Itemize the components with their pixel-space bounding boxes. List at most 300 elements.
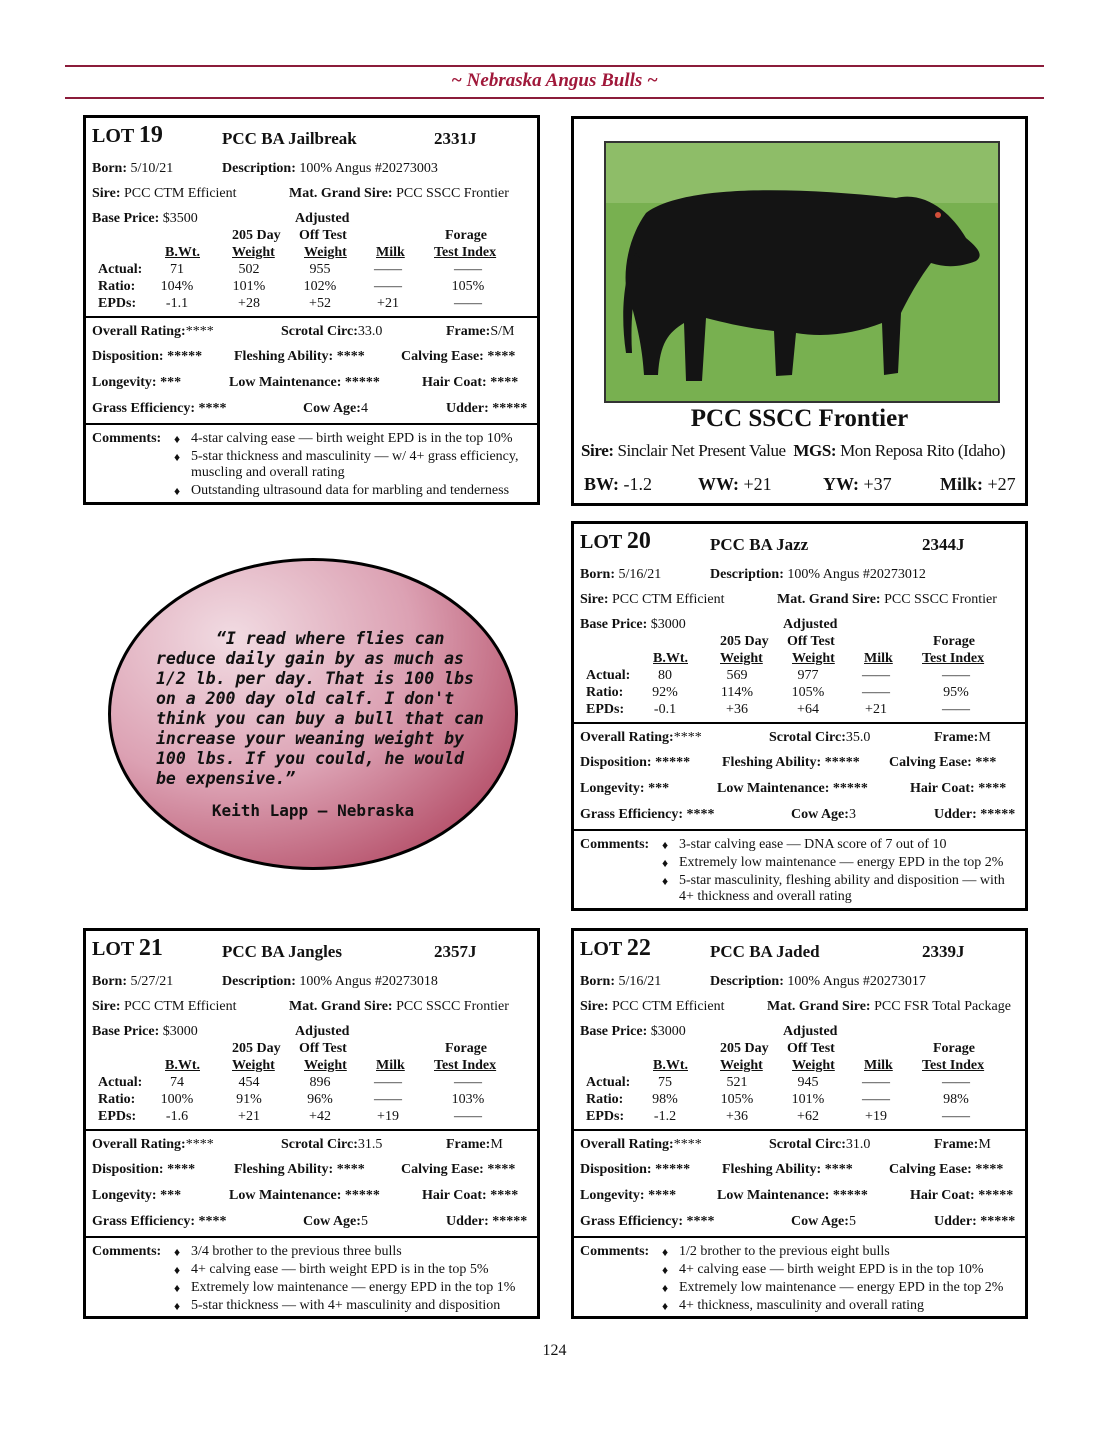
col-header-bwt: B.Wt. [165, 1058, 200, 1073]
description-row [710, 974, 926, 990]
ratio-row-label: Ratio: [98, 279, 136, 294]
epds-cell: +52 [309, 296, 331, 311]
col-header-weight: Weight [720, 651, 763, 666]
born-row [580, 567, 661, 583]
mgs-row [289, 999, 509, 1015]
grass-efficiency-rating: **** [686, 807, 715, 822]
actual-cell: —— [454, 1075, 482, 1090]
ratio-cell: 98% [652, 1092, 678, 1107]
testimonial-quote: “I read where flies can reduce daily gain by as much as 1/2 lb. per day. That is 100 lbs on a 200 day old calf. I don't think you can buy a bull that can increase your weaning weight by 100 lbs. If you could, he would be expensive.” [156, 629, 484, 788]
ratio-cell: 104% [160, 279, 194, 294]
sire-value: PCC CTM Efficient [124, 999, 237, 1014]
overall-rating: **** [673, 1137, 702, 1152]
born-value: 5/16/21 [618, 567, 662, 582]
hair-coat-rating: **** [490, 375, 519, 390]
bull-name: PCC BA Jazz [710, 535, 809, 554]
disposition-rating: **** [167, 1162, 196, 1177]
born-label: Born: [92, 161, 127, 176]
col-header-test-index: Test Index [434, 245, 497, 260]
born-row [580, 974, 661, 990]
ratio-cell: 102% [303, 279, 337, 294]
diamond-bullet-icon: ♦ [662, 874, 669, 888]
bull-icon [606, 143, 998, 401]
sire-feature-bw: BW: -1.2 [584, 474, 653, 494]
actual-cell: 75 [658, 1075, 672, 1090]
sire-feature-mgs: Mon Reposa Rito (Idaho) [840, 441, 1006, 460]
col-header-weight: Weight [720, 1058, 763, 1073]
actual-cell: —— [862, 668, 890, 683]
base-price-row [580, 617, 686, 633]
comment-item [662, 873, 1019, 905]
longevity-rating: *** [160, 1188, 182, 1203]
actual-cell: —— [862, 1075, 890, 1090]
ratio-cell: 101% [791, 1092, 825, 1107]
section-divider [86, 1236, 537, 1238]
actual-cell: —— [374, 1075, 402, 1090]
col-header-milk: Milk [864, 1058, 893, 1073]
epds-cell: +64 [797, 702, 819, 717]
section-divider [574, 722, 1025, 724]
col-header-weight: Weight [232, 1058, 275, 1073]
col-header-test-index: Test Index [922, 651, 985, 666]
description-value: 100% Angus #20273012 [787, 567, 926, 582]
low-maintenance-rating: ***** [344, 375, 380, 390]
col-header-adjusted: Adjusted [783, 617, 838, 632]
calving-rating: **** [487, 349, 516, 364]
comment-item [174, 1298, 531, 1314]
fleshing-rating: ***** [824, 755, 860, 770]
base-price-label: Base Price: [92, 211, 160, 226]
col-header-test-index: Test Index [434, 1058, 497, 1073]
ratio-cell: 98% [943, 1092, 969, 1107]
sire-value: PCC CTM Efficient [612, 592, 725, 607]
comment-text: 4-star calving ease — birth weight EPD is in the top 10% [191, 431, 513, 446]
col-header-205: 205 Day [720, 634, 769, 649]
comment-item [662, 837, 1019, 853]
actual-row-label: Actual: [98, 1075, 143, 1090]
ratio-cell: 105% [451, 279, 485, 294]
actual-cell: 896 [309, 1075, 331, 1090]
frame-size: S/M [490, 324, 515, 339]
lot-number-value: 19 [138, 122, 163, 148]
comment-text: 4+ thickness, masculinity and overall rating [679, 1298, 925, 1313]
mgs-value: PCC SSCC Frontier [396, 186, 509, 201]
calving-rating: **** [975, 1162, 1004, 1177]
ratio-cell: 105% [791, 685, 825, 700]
bull-tag: 2339J [922, 942, 965, 961]
col-header-adj-weight: Weight [792, 1058, 835, 1073]
actual-cell: 502 [238, 262, 260, 277]
diamond-bullet-icon: ♦ [174, 432, 181, 446]
base-price-value: $3000 [162, 1024, 198, 1039]
header-bottom-rule [65, 97, 1044, 99]
fleshing-rating: **** [336, 1162, 365, 1177]
comment-text: 1/2 brother to the previous eight bulls [679, 1244, 890, 1259]
actual-cell: 74 [170, 1075, 184, 1090]
col-header-205: 205 Day [232, 228, 281, 243]
ratio-row-label: Ratio: [586, 685, 624, 700]
actual-cell: 454 [238, 1075, 260, 1090]
epds-cell: -1.2 [653, 1109, 677, 1124]
frame-size: M [978, 730, 991, 745]
diamond-bullet-icon: ♦ [174, 1299, 181, 1313]
base-price-label: Base Price: [580, 1024, 648, 1039]
col-header-milk: Milk [864, 651, 893, 666]
cow-age: 4 [360, 401, 368, 416]
diamond-bullet-icon: ♦ [662, 1263, 669, 1277]
disposition-rating: ***** [167, 349, 203, 364]
col-header-adj-weight: Weight [304, 1058, 347, 1073]
actual-cell: —— [942, 668, 970, 683]
col-header-forage: Forage [933, 634, 975, 649]
diamond-bullet-icon: ♦ [174, 450, 181, 464]
actual-cell: 80 [658, 668, 672, 683]
comments-label: Comments: [580, 837, 650, 852]
longevity-rating: *** [160, 375, 182, 390]
comment-text: 4+ calving ease — birth weight EPD is in the top 10% [679, 1262, 984, 1277]
mgs-label: Mat. Grand Sire: [289, 186, 393, 201]
ratio-cell: 92% [652, 685, 678, 700]
actual-cell: —— [942, 1075, 970, 1090]
base-price-row [580, 1024, 686, 1040]
base-price-row [92, 211, 198, 227]
scrotal-circ: 33.0 [357, 324, 383, 339]
ratio-cell: 100% [160, 1092, 194, 1107]
comment-item [662, 1244, 1019, 1260]
comment-item [174, 431, 531, 447]
lot-label: LOT [92, 938, 134, 960]
born-value: 5/10/21 [130, 161, 174, 176]
col-header-adj-weight: Weight [792, 651, 835, 666]
ratio-cell: —— [862, 1092, 890, 1107]
bull-name: PCC BA Jangles [222, 942, 342, 961]
description-row [710, 567, 926, 583]
sire-feature-yw: YW: +37 [823, 474, 892, 494]
lot-card-22: LOT 22 PCC BA Jaded 2339J Born: 5/16/21 Description: 100% Angus #20273017 Sire: PCC CTM Efficient Mat. Grand Sire: PCC FSR Total Package Base Price: $3000 Adjusted 205 Day Off Test Forage B.Wt. Weight Weight Milk Test Index Actual: 75 521 945 —— —— Ratio: 98% 105% 101% —— 98% EPDs: -1.2 +36 +62 +19 —— Overall Rating: **** Scrotal Circ: 31.0 Frame: M Disposition: ***** Fleshing Ability: **** Calving Ease: **** Longevity: **** Low Maintenance: ***** Hair Coat: ***** Grass Efficiency: **** Cow Age: 5 Udder: ***** Comments: ♦ 1/2 brother to the previous eight bulls ♦ 4+ calving ease — birth weight EPD is in the top 10% ♦ Extremely low maintenance — energy EPD in the top 2% ♦ 4+ thickness, masculinity and overall rating [571, 928, 1028, 1319]
comments-list [174, 1244, 531, 1316]
comment-text: 5-star thickness — with 4+ masculinity and disposition [191, 1298, 501, 1313]
born-value: 5/27/21 [130, 974, 174, 989]
col-header-forage: Forage [933, 1041, 975, 1056]
comment-item [174, 1262, 531, 1278]
section-divider [574, 1129, 1025, 1131]
description-row [222, 161, 438, 177]
col-header-milk: Milk [376, 1058, 405, 1073]
description-label: Description: [710, 974, 784, 989]
epds-cell: +36 [726, 702, 748, 717]
comment-text: 3/4 brother to the previous three bulls [191, 1244, 402, 1259]
diamond-bullet-icon: ♦ [662, 856, 669, 870]
scrotal-circ: 31.0 [845, 1137, 871, 1152]
low-maintenance-rating: ***** [832, 1188, 868, 1203]
sire-label: Sire: [92, 999, 121, 1014]
col-header-forage: Forage [445, 228, 487, 243]
sire-feature-card [571, 116, 1028, 506]
col-header-offtest: Off Test [787, 1041, 835, 1056]
col-header-205: 205 Day [720, 1041, 769, 1056]
description-label: Description: [222, 161, 296, 176]
sire-feature-sire: Sinclair Net Present Value [617, 441, 786, 460]
col-header-milk: Milk [376, 245, 405, 260]
comments-label: Comments: [580, 1244, 650, 1259]
col-header-weight: Weight [232, 245, 275, 260]
ratio-cell: 91% [236, 1092, 262, 1107]
ratio-cell: 105% [720, 1092, 754, 1107]
epds-cell: +19 [377, 1109, 399, 1124]
section-divider [86, 316, 537, 318]
comments-list [662, 837, 1019, 907]
grass-efficiency-rating: **** [198, 1214, 227, 1229]
actual-row-label: Actual: [586, 1075, 631, 1090]
description-value: 100% Angus #20273018 [299, 974, 438, 989]
section-divider [86, 423, 537, 425]
born-label: Born: [580, 567, 615, 582]
actual-cell: —— [454, 262, 482, 277]
born-label: Born: [580, 974, 615, 989]
epds-cell: -1.1 [165, 296, 189, 311]
col-header-test-index: Test Index [922, 1058, 985, 1073]
epds-row-label: EPDs: [586, 1109, 625, 1124]
mgs-value: PCC FSR Total Package [874, 999, 1011, 1014]
comments-list [174, 431, 531, 501]
section-divider [574, 1236, 1025, 1238]
diamond-bullet-icon: ♦ [174, 1245, 181, 1259]
born-row [92, 161, 173, 177]
cow-age: 5 [848, 1214, 856, 1229]
scrotal-circ: 35.0 [845, 730, 871, 745]
description-row [222, 974, 438, 990]
epds-row-label: EPDs: [586, 702, 625, 717]
calving-rating: *** [975, 755, 997, 770]
mgs-value: PCC SSCC Frontier [884, 592, 997, 607]
hair-coat-rating: **** [978, 781, 1007, 796]
sire-value: PCC CTM Efficient [612, 999, 725, 1014]
born-value: 5/16/21 [618, 974, 662, 989]
lot-card-20: LOT 20 PCC BA Jazz 2344J Born: 5/16/21 Description: 100% Angus #20273012 Sire: PCC CTM Efficient Mat. Grand Sire: PCC SSCC Frontier Base Price: $3000 Adjusted 205 Day Off Test Forage B.Wt. Weight Weight Milk Test Index Actual: 80 569 977 —— —— Ratio: 92% 114% 105% —— 95% EPDs: -0.1 +36 +64 +21 —— Overall Rating: **** Scrotal Circ: 35.0 Frame: M Disposition: ***** Fleshing Ability: ***** Calving Ease: *** Longevity: *** Low Maintenance: ***** Hair Coat: **** Grass Efficiency: **** Cow Age: 3 Udder: ***** Comments: ♦ 3-star calving ease — DNA score of 7 out of 10 ♦ Extremely low maintenance — energy EPD in the top 2% ♦ 5-star masculinity, fleshing ability and disposition — with 4+ thickness and overall rating [571, 521, 1028, 911]
ratio-cell: —— [374, 1092, 402, 1107]
bull-tag: 2331J [434, 129, 477, 148]
actual-cell: 521 [726, 1075, 748, 1090]
udder-rating: ***** [980, 807, 1016, 822]
diamond-bullet-icon: ♦ [662, 1245, 669, 1259]
epds-cell: +21 [238, 1109, 260, 1124]
lot-number [580, 935, 651, 962]
epds-row-label: EPDs: [98, 1109, 137, 1124]
bull-tag: 2357J [434, 942, 477, 961]
scrotal-circ: 31.5 [357, 1137, 383, 1152]
epds-cell: +28 [238, 296, 260, 311]
actual-row-label: Actual: [586, 668, 631, 683]
col-header-offtest: Off Test [299, 228, 347, 243]
comment-text: 5-star thickness and masculinity — w/ 4+ grass efficiency, muscling and overall rating [191, 449, 519, 480]
epds-cell: +21 [377, 296, 399, 311]
testimonial-oval [108, 558, 518, 870]
epds-cell: -1.6 [165, 1109, 189, 1124]
sire-label: Sire: [92, 186, 121, 201]
actual-cell: 71 [170, 262, 184, 277]
mgs-label: Mat. Grand Sire: [289, 999, 393, 1014]
sire-row [580, 592, 725, 608]
comment-item [174, 1244, 531, 1260]
udder-rating: ***** [980, 1214, 1016, 1229]
col-header-bwt: B.Wt. [653, 651, 688, 666]
sire-row [580, 999, 725, 1015]
description-label: Description: [710, 567, 784, 582]
comment-text: Extremely low maintenance — energy EPD in the top 2% [679, 1280, 1004, 1295]
longevity-rating: **** [648, 1188, 677, 1203]
sire-feature-name: PCC SSCC Frontier [690, 405, 909, 432]
description-value: 100% Angus #20273017 [787, 974, 926, 989]
lot-card-21: LOT 21 PCC BA Jangles 2357J Born: 5/27/21 Description: 100% Angus #20273018 Sire: PCC CTM Efficient Mat. Grand Sire: PCC SSCC Frontier Base Price: $3000 Adjusted 205 Day Off Test Forage B.Wt. Weight Weight Milk Test Index Actual: 74 454 896 —— —— Ratio: 100% 91% 96% —— 103% EPDs: -1.6 +21 +42 +19 —— Overall Rating: **** Scrotal Circ: 31.5 Frame: M Disposition: **** Fleshing Ability: **** Calving Ease: **** Longevity: *** Low Maintenance: ***** Hair Coat: **** Grass Efficiency: **** Cow Age: 5 Udder: ***** Comments: ♦ 3/4 brother to the previous three bulls ♦ 4+ calving ease — birth weight EPD is in the top 5% ♦ Extremely low maintenance — energy EPD in the top 1% ♦ 5-star thickness — with 4+ masculinity and disposition [83, 928, 540, 1319]
mgs-label: Mat. Grand Sire: [767, 999, 871, 1014]
udder-rating: ***** [492, 1214, 528, 1229]
ratio-cell: 103% [451, 1092, 485, 1107]
lot-number [580, 528, 651, 555]
comment-item [174, 449, 531, 481]
col-header-forage: Forage [445, 1041, 487, 1056]
lot-label: LOT [580, 531, 622, 553]
comment-text: Extremely low maintenance — energy EPD in the top 1% [191, 1280, 516, 1295]
hair-coat-rating: ***** [978, 1188, 1014, 1203]
base-price-row [92, 1024, 198, 1040]
sire-feature-milk: Milk: +27 [940, 474, 1016, 494]
comment-text: Outstanding ultrasound data for marbling and tenderness [191, 483, 510, 498]
comment-item [662, 1280, 1019, 1296]
actual-cell: 955 [309, 262, 331, 277]
cow-age: 5 [360, 1214, 368, 1229]
col-header-offtest: Off Test [787, 634, 835, 649]
epds-row-label: EPDs: [98, 296, 137, 311]
epds-cell: -0.1 [653, 702, 677, 717]
bull-tag: 2344J [922, 535, 965, 554]
bull-name: PCC BA Jailbreak [222, 129, 357, 148]
epds-cell: —— [454, 296, 482, 311]
col-header-offtest: Off Test [299, 1041, 347, 1056]
sire-row [92, 186, 237, 202]
fleshing-rating: **** [824, 1162, 853, 1177]
sire-feature-pedigree: Sire: Sinclair Net Present Value MGS: Mon Reposa Rito (Idaho) [581, 441, 1006, 460]
comment-text: Extremely low maintenance — energy EPD in the top 2% [679, 855, 1004, 870]
diamond-bullet-icon: ♦ [662, 838, 669, 852]
lot-number [92, 935, 163, 962]
ratio-cell: 96% [307, 1092, 333, 1107]
lot-label: LOT [580, 938, 622, 960]
col-header-bwt: B.Wt. [653, 1058, 688, 1073]
epds-cell: —— [942, 702, 970, 717]
low-maintenance-rating: ***** [832, 781, 868, 796]
header-top-rule [65, 65, 1044, 67]
comment-item [662, 855, 1019, 871]
base-price-value: $3000 [650, 1024, 686, 1039]
lot-number-value: 20 [626, 528, 651, 554]
ratio-cell: 95% [943, 685, 969, 700]
comment-item [662, 1298, 1019, 1314]
ratio-row-label: Ratio: [98, 1092, 136, 1107]
overall-rating: **** [185, 324, 214, 339]
epds-cell: +19 [865, 1109, 887, 1124]
comment-text: 3-star calving ease — DNA score of 7 out of 10 [679, 837, 947, 852]
diamond-bullet-icon: ♦ [662, 1281, 669, 1295]
lot-number-value: 21 [138, 935, 163, 961]
diamond-bullet-icon: ♦ [174, 484, 181, 498]
epds-cell: +21 [865, 702, 887, 717]
born-label: Born: [92, 974, 127, 989]
disposition-rating: ***** [655, 1162, 691, 1177]
calving-rating: **** [487, 1162, 516, 1177]
actual-cell: 977 [797, 668, 819, 683]
fleshing-rating: **** [336, 349, 365, 364]
diamond-bullet-icon: ♦ [662, 1299, 669, 1313]
page-title: ~ Nebraska Angus Bulls ~ [451, 70, 658, 91]
comment-text: 4+ calving ease — birth weight EPD is in the top 5% [191, 1262, 489, 1277]
comments-list [662, 1244, 1019, 1316]
hair-coat-rating: **** [490, 1188, 519, 1203]
diamond-bullet-icon: ♦ [174, 1281, 181, 1295]
diamond-bullet-icon: ♦ [174, 1263, 181, 1277]
base-price-label: Base Price: [580, 617, 648, 632]
actual-cell: —— [374, 262, 402, 277]
bull-name: PCC BA Jaded [710, 942, 820, 961]
section-divider [86, 1129, 537, 1131]
comments-label: Comments: [92, 1244, 162, 1259]
section-divider [574, 829, 1025, 831]
mgs-label: Mat. Grand Sire: [777, 592, 881, 607]
epds-cell: +36 [726, 1109, 748, 1124]
frame-size: M [490, 1137, 503, 1152]
col-header-adjusted: Adjusted [295, 211, 350, 226]
comment-text: 5-star masculinity, fleshing ability and disposition — with 4+ thickness and overall rating [679, 873, 1005, 904]
sire-row [92, 999, 237, 1015]
testimonial-author: Keith Lapp — Nebraska [211, 801, 415, 820]
low-maintenance-rating: ***** [344, 1188, 380, 1203]
cow-age: 3 [848, 807, 856, 822]
sire-label: Sire: [580, 592, 609, 607]
comment-item [174, 483, 531, 499]
description-label: Description: [222, 974, 296, 989]
col-header-adjusted: Adjusted [295, 1024, 350, 1039]
epds-cell: +42 [309, 1109, 331, 1124]
lot-number-value: 22 [626, 935, 651, 961]
lot-label: LOT [92, 125, 134, 147]
actual-cell: 945 [797, 1075, 819, 1090]
mgs-row [767, 999, 1011, 1015]
lot-number [92, 122, 163, 149]
ratio-row-label: Ratio: [586, 1092, 624, 1107]
epds-cell: +62 [797, 1109, 819, 1124]
grass-efficiency-rating: **** [686, 1214, 715, 1229]
col-header-adj-weight: Weight [304, 245, 347, 260]
base-price-label: Base Price: [92, 1024, 160, 1039]
epds-cell: —— [454, 1109, 482, 1124]
overall-rating: **** [673, 730, 702, 745]
mgs-row [289, 186, 509, 202]
comment-item [174, 1280, 531, 1296]
black-angus-bull-photo [604, 141, 1000, 403]
overall-rating: **** [185, 1137, 214, 1152]
base-price-value: $3000 [650, 617, 686, 632]
frame-size: M [978, 1137, 991, 1152]
mgs-row [777, 592, 997, 608]
description-value: 100% Angus #20273003 [299, 161, 438, 176]
sire-label: Sire: [580, 999, 609, 1014]
born-row [92, 974, 173, 990]
ratio-cell: —— [862, 685, 890, 700]
ratio-cell: —— [374, 279, 402, 294]
col-header-adjusted: Adjusted [783, 1024, 838, 1039]
sire-feature-ww: WW: +21 [698, 474, 772, 494]
lot-card-19: LOT 19 PCC BA Jailbreak 2331J Born: 5/10/21 Description: 100% Angus #20273003 Sire: PCC CTM Efficient Mat. Grand Sire: PCC SSCC Frontier Base Price: $3500 Adjusted 205 Day Off Test Forage B.Wt. Weight Weight Milk Test Index Actual: 71 502 955 —— —— Ratio: 104% 101% 102% —— 105% EPDs: -1.1 +28 +52 +21 —— Overall Rating: **** Scrotal Circ: 33.0 Frame: S/M Disposition: ***** Fleshing Ability: **** Calving Ease: **** Longevity: *** Low Maintenance: ***** Hair Coat: **** Grass Efficiency: **** Cow Age: 4 Udder: ***** Comments: ♦ 4-star calving ease — birth weight EPD is in the top 10% ♦ 5-star thickness and masculinity — w/ 4+ grass efficiency, muscling and overall rating ♦ Outstanding ultrasound data for marbling and tenderness [83, 115, 540, 505]
longevity-rating: *** [648, 781, 670, 796]
